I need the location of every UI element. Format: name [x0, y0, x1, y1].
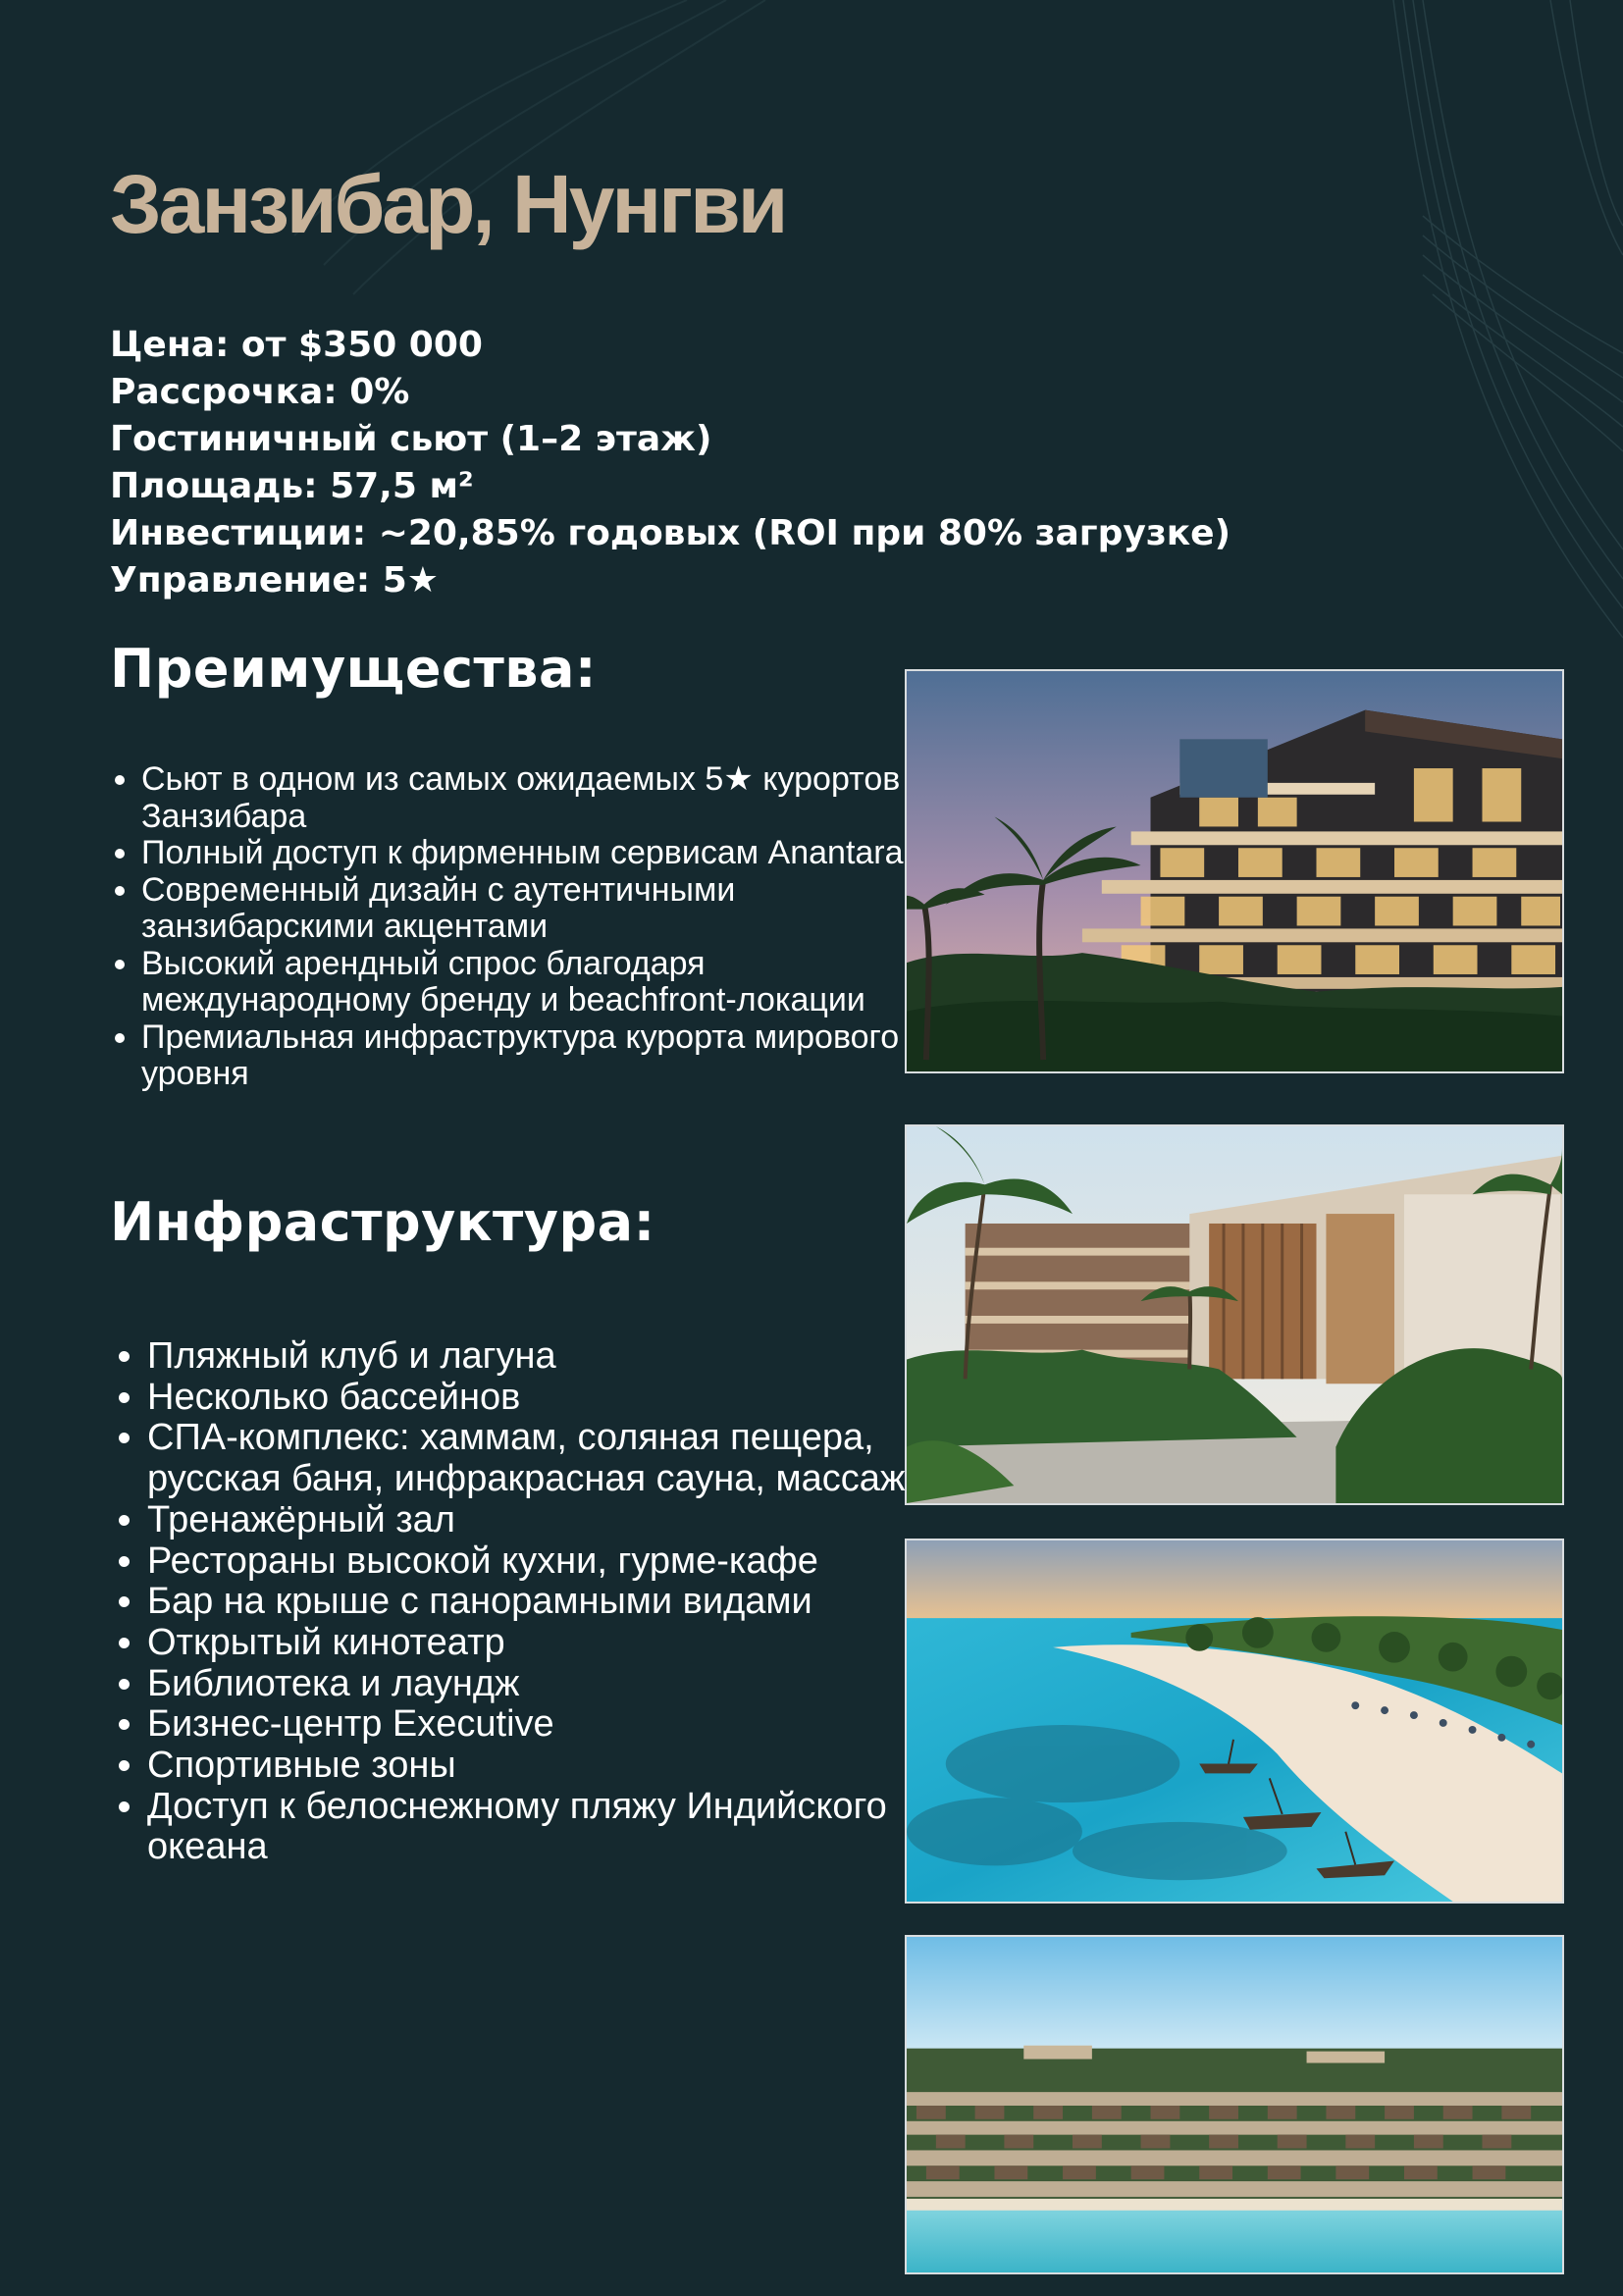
infrastructure-list — [110, 1336, 913, 1868]
infrastructure-heading: Инфраструктура: — [110, 1191, 655, 1253]
list-item: • Сьют в одном из самых ожидаемых 5★ курортов Занзибара — [141, 761, 907, 835]
list-item: • Библиотека и лаундж — [147, 1664, 913, 1705]
list-item: • СПА-комплекс: хаммам, соляная пещера, русская баня, инфракрасная сауна, массаж — [147, 1418, 913, 1499]
beach-aerial-photo — [905, 1539, 1564, 1904]
resort-beachfront-panorama-photo — [905, 1935, 1564, 2274]
list-item: • Бар на крыше с панорамными видами — [147, 1582, 913, 1623]
advantages-list — [110, 761, 907, 1093]
list-item: • Высокий арендный спрос благодаря международному бренду и beachfront-локации — [141, 946, 907, 1019]
list-item: • Доступ к белоснежному пляжу Индийского океана — [147, 1787, 913, 1868]
list-item: • Спортивные зоны — [147, 1746, 913, 1787]
spec-investment: Инвестиции: ~20,85% годовых (ROI при 80% загрузке) — [110, 513, 1231, 553]
resort-exterior-garden-photo — [905, 1124, 1564, 1505]
specs-block — [110, 322, 1336, 604]
spec-management: Управление: 5★ — [110, 560, 440, 600]
list-item: • Полный доступ к фирменным сервисам Anantara — [141, 835, 907, 872]
list-item: • Несколько бассейнов — [147, 1378, 913, 1419]
list-item: • Пляжный клуб и лагуна — [147, 1336, 913, 1378]
page-title: Занзибар, Нунгви — [110, 158, 786, 250]
list-item: • Тренажёрный зал — [147, 1500, 913, 1541]
list-item: • Рестораны высокой кухни, гурме-кафе — [147, 1541, 913, 1583]
spec-installment: Рассрочка: 0% — [110, 372, 410, 412]
spec-area: Площадь: 57,5 м² — [110, 466, 474, 506]
spec-unit-type: Гостиничный сьют (1–2 этаж) — [110, 419, 712, 459]
advantages-heading: Преимущества: — [110, 638, 597, 700]
spec-price: Цена: от $350 000 — [110, 325, 483, 365]
list-item: • Открытый кинотеатр — [147, 1623, 913, 1664]
list-item: • Бизнес-центр Executive — [147, 1704, 913, 1746]
list-item: • Современный дизайн с аутентичными занзибарскими акцентами — [141, 872, 907, 946]
resort-building-dusk-photo — [905, 669, 1564, 1073]
list-item: • Премиальная инфраструктура курорта мирового уровня — [141, 1019, 907, 1093]
